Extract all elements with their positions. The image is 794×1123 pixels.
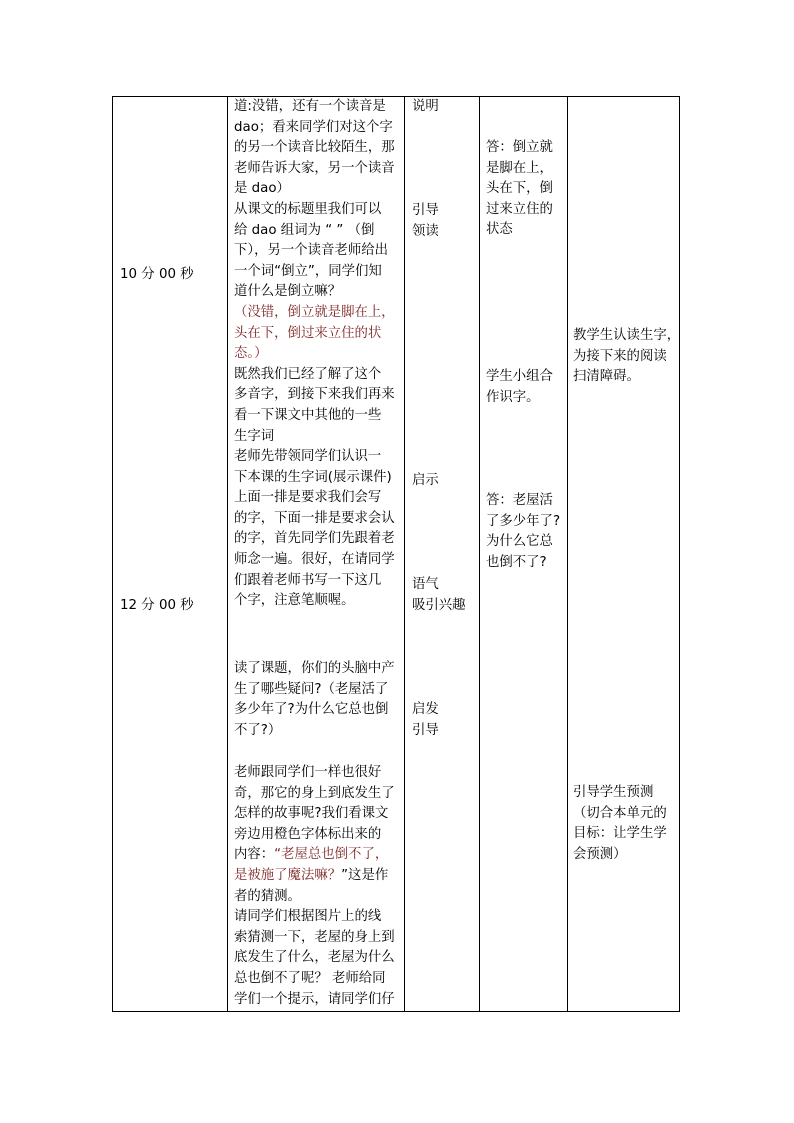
- content-line: 老师跟同学们一样也很好: [234, 765, 382, 780]
- content-line: 总也倒不了呢？ 老师给同: [234, 970, 386, 986]
- highlighted-quote: “老屋总也倒不了，: [274, 847, 389, 863]
- goal-line: 为接下来的阅读: [573, 348, 667, 364]
- content-line: 老师告诉大家，另一个读音: [234, 160, 395, 176]
- highlighted-answer-line: （没错，倒立就是脚在上，: [234, 304, 395, 320]
- goal-line: 会预测）: [573, 846, 627, 862]
- goal-line: 教学生认读生字，: [573, 328, 681, 343]
- column-divider: [567, 97, 568, 1011]
- teaching-content: [234, 659, 395, 741]
- content-line: 看一下课文中其他的一些: [234, 407, 382, 423]
- content-line: 师念一遍。很好，在请同学: [234, 552, 395, 568]
- answer-line: 过来立住的: [486, 201, 553, 217]
- content-line: 多少年了?为什么它总也倒: [234, 702, 389, 718]
- lesson-plan-table: [112, 96, 680, 1012]
- content-line: 上面一排是要求我们会写: [234, 490, 382, 506]
- method-line: 吸引兴趣: [412, 597, 466, 613]
- task-line: 作识字。: [486, 389, 540, 405]
- highlighted-quote: 是被施了魔法嘛？: [234, 867, 342, 883]
- content-line: 从课文的标题里我们可以: [234, 201, 382, 217]
- content-line: 是 dao）: [234, 181, 290, 197]
- answer-line: 答：老屋活: [486, 493, 553, 508]
- goal-line: 目标：让学生学: [573, 826, 667, 842]
- goal-line: 扫清障碍。: [573, 369, 640, 385]
- student-task: [486, 367, 553, 408]
- column-divider: [479, 97, 480, 1011]
- content-line: 的另一个读音比较陌生，那: [234, 140, 395, 156]
- answer-line: 了多少年了?: [486, 513, 561, 529]
- answer-line: 也倒不了?: [486, 554, 547, 570]
- content-line: [234, 845, 395, 866]
- content-line: 道:没错，还有一个读音是: [234, 99, 386, 114]
- content-line: 不了?）: [234, 722, 282, 738]
- method-line: 引导: [412, 722, 439, 738]
- answer-line: 为什么它总: [486, 534, 553, 550]
- method-line: 启发: [412, 702, 439, 717]
- content-line: 的字，首先同学们先跟着老: [234, 531, 395, 547]
- highlighted-answer-line: 态。）: [234, 346, 268, 362]
- content-line: [234, 866, 395, 887]
- content-text: 内容：: [234, 847, 275, 863]
- teaching-content: [234, 763, 395, 1010]
- content-line: dao；看来同学们对这个字: [234, 119, 393, 135]
- answer-line: 答：倒立就: [486, 140, 553, 155]
- content-line: 的字，下面一排是要求会认: [234, 510, 395, 526]
- content-line: 老师先带领同学们认识一: [234, 449, 382, 465]
- teaching-goal: [573, 326, 680, 388]
- student-answer: [486, 491, 560, 573]
- student-answer: [486, 138, 553, 241]
- answer-line: 头在下，倒: [486, 181, 553, 197]
- teaching-goal: [573, 783, 667, 865]
- method-label: 启示: [412, 473, 439, 488]
- method-line: 语气: [412, 577, 439, 592]
- time-label: 10 分 00 秒: [120, 267, 194, 282]
- content-line: 怎样的故事呢?我们看课文: [234, 806, 389, 822]
- task-line: 学生小组合: [486, 369, 553, 384]
- method-label: [412, 201, 439, 242]
- content-line: 下本课的生字词(展示课件): [234, 469, 392, 485]
- content-line: 旁边用橙色字体标出来的: [234, 826, 382, 842]
- teaching-content: [234, 97, 395, 612]
- content-line: 读了课题，你们的头脑中产: [234, 661, 395, 676]
- method-line: 引导: [412, 203, 439, 218]
- content-line: 个字，注意笔顺喔。: [234, 593, 355, 609]
- content-line: 索猜测一下，老屋的身上到: [234, 929, 395, 945]
- answer-line: 状态: [486, 222, 513, 238]
- content-line: 学们一个提示，请同学们仔: [234, 991, 395, 1007]
- content-text: ”这是作: [341, 867, 389, 883]
- column-divider: [227, 97, 228, 1011]
- goal-line: （切合本单元的: [573, 805, 667, 821]
- goal-line: 引导学生预测: [573, 785, 654, 800]
- time-label: 12 分 00 秒: [120, 598, 194, 613]
- answer-line: 是脚在上，: [486, 160, 553, 176]
- content-line: 请同学们根据图片上的线: [234, 909, 382, 925]
- method-label: 说明: [412, 99, 439, 114]
- content-line: 们跟着老师书写一下这几: [234, 572, 382, 588]
- content-line: 多音字，到接下来我们再来: [234, 387, 395, 403]
- content-line: 给 dao 组词为 “ ” （倒: [234, 222, 375, 238]
- column-divider: [404, 97, 405, 1011]
- content-line: 生了哪些疑问?（老屋活了: [234, 681, 389, 697]
- content-line: 道什么是倒立嘛？: [234, 284, 342, 300]
- content-line: 既然我们已经了解了这个: [234, 366, 382, 382]
- content-line: 底发生了什么，老屋为什么: [234, 950, 395, 966]
- method-line: 领读: [412, 223, 439, 239]
- method-label: [412, 575, 466, 616]
- content-line: 生字词: [234, 428, 275, 444]
- content-line: 一个词“倒立”，同学们知: [234, 263, 382, 279]
- content-line: 下），另一个读音老师给出: [234, 243, 388, 259]
- method-label: [412, 700, 439, 741]
- highlighted-answer-line: 头在下，倒过来立住的状: [234, 325, 382, 341]
- content-line: 奇，那它的身上到底发生了: [234, 785, 395, 801]
- content-line: 者的猜测。: [234, 888, 301, 904]
